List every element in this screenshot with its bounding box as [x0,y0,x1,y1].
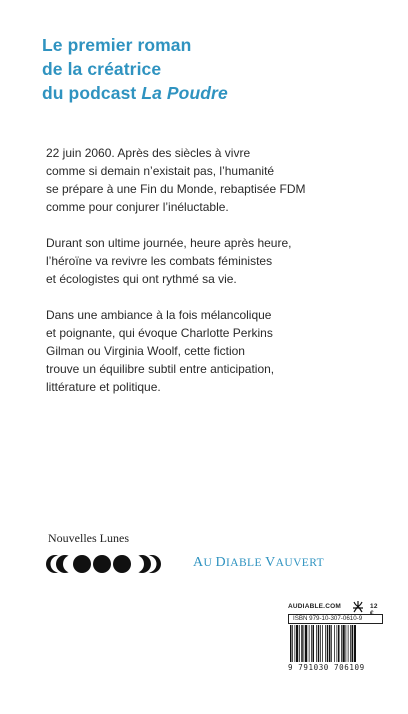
barcode-bar [318,625,320,662]
blurb-line: comme si demain n’existait pas, l’humanité [46,164,275,178]
barcode-bar [350,625,351,662]
ean-number: 9 791030 706109 [288,663,365,672]
blurb-line: littérature et politique. [46,380,161,394]
publisher-part: U [203,557,216,569]
barcode-bar [304,625,305,662]
blurb-line: trouve un équilibre subtil entre anticipation, [46,362,275,376]
blurb-line: 22 juin 2060. Après des siècles à vivre [46,146,251,160]
devil-logo-icon [351,600,365,613]
barcode-header [288,600,383,617]
barcode-bar [311,625,312,662]
barcode-icon [288,624,383,664]
barcode-bar [290,625,292,662]
headline-line-3-prefix: du podcast [42,83,142,103]
publisher-part: IABLE [226,557,266,569]
blurb-line: se prépare à une Fin du Monde, rebaptisée FDM [46,182,306,196]
barcode-bar [329,625,331,662]
blurb-line: Dans une ambiance à la fois mélancolique [46,308,272,322]
headline-line-2: de la créatrice [42,59,162,79]
barcode-bar [354,625,356,662]
barcode-bar [322,625,323,662]
barcode-bar [337,625,338,662]
barcode-bar [292,625,293,662]
collection-name: Nouvelles Lunes [48,531,129,545]
blurb [46,144,376,414]
barcode-bar [316,625,317,662]
blurb-paragraph-2 [46,234,376,288]
barcode-bar [299,625,300,662]
headline-line-1: Le premier roman [42,35,192,55]
headline [42,33,372,105]
blurb-line: comme pour conjurer l’inéluctable. [46,200,229,214]
publisher-cap: A [193,555,204,570]
publisher-name [193,555,324,571]
podcast-title: La Poudre [141,83,228,103]
blurb-line: l’héroïne va revivre les combats féministes [46,254,273,268]
barcode-bar [309,625,310,662]
price: 12 € [370,603,378,617]
barcode-bar [296,625,298,662]
publisher-cap: D [215,555,227,570]
blurb-paragraph-1 [46,144,376,216]
barcode-bar [301,625,303,662]
barcode-bar [352,625,354,662]
barcode-bar [320,625,321,662]
headline-line-3 [42,81,372,105]
publisher-cap: V [265,555,276,570]
barcode-bar [305,625,307,662]
blurb-line: et écologistes qui ont rythmé sa vie. [46,272,237,286]
blurb-line: Gilman ou Virginia Woolf, cette fiction [46,344,245,358]
barcode-bar [331,625,332,662]
publisher-website: AUDIABLE.COM [288,603,341,610]
moon-phases-icon [44,553,164,575]
barcode-bar [313,625,315,662]
barcode-bar [334,625,335,662]
barcode-bar [325,625,326,662]
isbn: ISBN 979-10-307-0610-9 [288,614,383,624]
barcode-bar [338,625,340,662]
barcode-bar [327,625,329,662]
barcode-bar [295,625,296,662]
blurb-line: Durant son ultime journée, heure après heure, [46,236,292,250]
barcode-bar [346,625,347,662]
barcode-bar [341,625,342,662]
barcode-bar [348,625,349,662]
blurb-line: et poignante, qui évoque Charlotte Perkins [46,326,273,340]
blurb-paragraph-3 [46,306,376,396]
barcode-bar [343,625,345,662]
publisher-part: AUVERT [275,557,325,569]
